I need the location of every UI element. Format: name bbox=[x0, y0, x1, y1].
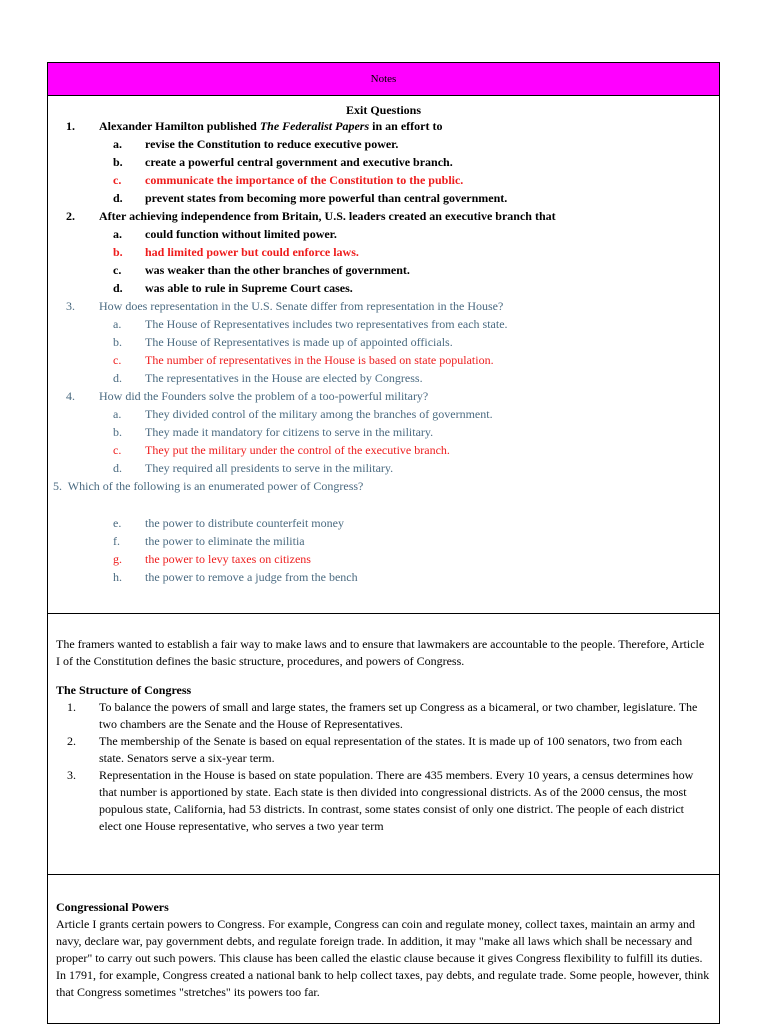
powers-text: Article I grants certain powers to Congress. For example, Congress can coin and regulate money, collect taxes, maintain an army and navy, declare war, pay government debts, and regulate foreign trade. In addition, it may "make all laws which shall be necessary and proper" to carry out such powers. This clause has been called the elastic clause because it gives Congress flexibility to fulfill its duties. In 1791, for example, Congress created a national bank to help collect taxes, pay debts, and regulate trade. Some people, however, think that Congress sometimes "stretches" its powers too far. bbox=[56, 917, 710, 999]
question-2: 2. After achieving independence from Britain, U.S. leaders created an executive branch that bbox=[66, 209, 556, 223]
question-number: 1. bbox=[66, 119, 75, 133]
structure-intro: The framers wanted to establish a fair way to make laws and to ensure that lawmakers are accountable to the people. Therefore, Article I of the Constitution defines the basic structure, procedures, and powers of Congress. bbox=[56, 637, 705, 668]
structure-item-2: 2. The membership of the Senate is based on equal representation of the states. It is made up of 100 senators, two from each state. Senators serve a six-year term. bbox=[67, 734, 683, 765]
structure-item-1: 1. To balance the powers of small and large states, the framers set up Congress as a bicameral, or two chamber, legislature. The two chambers are the Senate and the House of Representatives. bbox=[67, 700, 698, 731]
question-text: Alexander Hamilton published The Federalist Papers in an effort to bbox=[99, 119, 443, 133]
option-1d: d. prevent states from becoming more powerful than central government. bbox=[113, 191, 508, 205]
option-4a: a. They divided control of the military among the branches of government. bbox=[113, 407, 493, 421]
option-3c-answer: c. The number of representatives in the House is based on state population. bbox=[113, 353, 494, 367]
structure-title: The Structure of Congress bbox=[56, 683, 192, 697]
option-5e: e. the power to distribute counterfeit money bbox=[113, 516, 344, 530]
option-2d: d. was able to rule in Supreme Court cases. bbox=[113, 281, 353, 295]
structure-cell bbox=[48, 636, 719, 875]
structure-item-3: 3. Representation in the House is based on state population. There are 435 members. Every 10 years, a census determines how that number is apportioned by state. Each state is then divided into congressional districts. As of the 2000 census, the most populous state, California, had 53 districts. In contrast, some states consist of only one district. The people of each district elect one House representative, who serves a two year term bbox=[67, 768, 694, 833]
question-1 bbox=[48, 117, 719, 135]
exit-questions-title: Exit Questions bbox=[345, 103, 421, 117]
option-4d: d. They required all presidents to serve in the military. bbox=[113, 461, 394, 475]
option-4b: b. They made it mandatory for citizens to serve in the military. bbox=[113, 425, 434, 439]
powers-cell bbox=[48, 899, 719, 1023]
option-1a: a. revise the Constitution to reduce executive power. bbox=[113, 137, 399, 151]
notes-table bbox=[47, 62, 720, 1024]
option-1b: b. create a powerful central government and executive branch. bbox=[113, 155, 453, 169]
option-2a: a. could function without limited power. bbox=[113, 227, 337, 241]
exit-questions-cell bbox=[48, 103, 719, 614]
powers-title: Congressional Powers bbox=[56, 900, 169, 914]
question-3: 3. How does representation in the U.S. Senate differ from representation in the House? bbox=[66, 299, 504, 313]
option-2b-answer: b. had limited power but could enforce laws. bbox=[113, 245, 359, 259]
notes-header-title: Notes bbox=[370, 73, 397, 85]
option-3b: b. The House of Representatives is made up of appointed officials. bbox=[113, 335, 453, 349]
question-5: 5. Which of the following is an enumerated power of Congress? bbox=[53, 479, 364, 493]
question-4: 4. How did the Founders solve the problem of a too-powerful military? bbox=[66, 389, 429, 403]
option-1c-answer: c. communicate the importance of the Constitution to the public. bbox=[113, 173, 464, 187]
option-3a: a. The House of Representatives includes two representatives from each state. bbox=[113, 317, 508, 331]
option-4c-answer: c. They put the military under the control of the executive branch. bbox=[113, 443, 450, 457]
option-3d: d. The representatives in the House are elected by Congress. bbox=[113, 371, 423, 385]
option-5g-answer: g. the power to levy taxes on citizens bbox=[113, 552, 311, 566]
option-5h: h. the power to remove a judge from the bench bbox=[113, 570, 358, 584]
option-2c: c. was weaker than the other branches of government. bbox=[113, 263, 410, 277]
notes-header bbox=[48, 63, 719, 96]
option-5f: f. the power to eliminate the militia bbox=[113, 534, 305, 548]
